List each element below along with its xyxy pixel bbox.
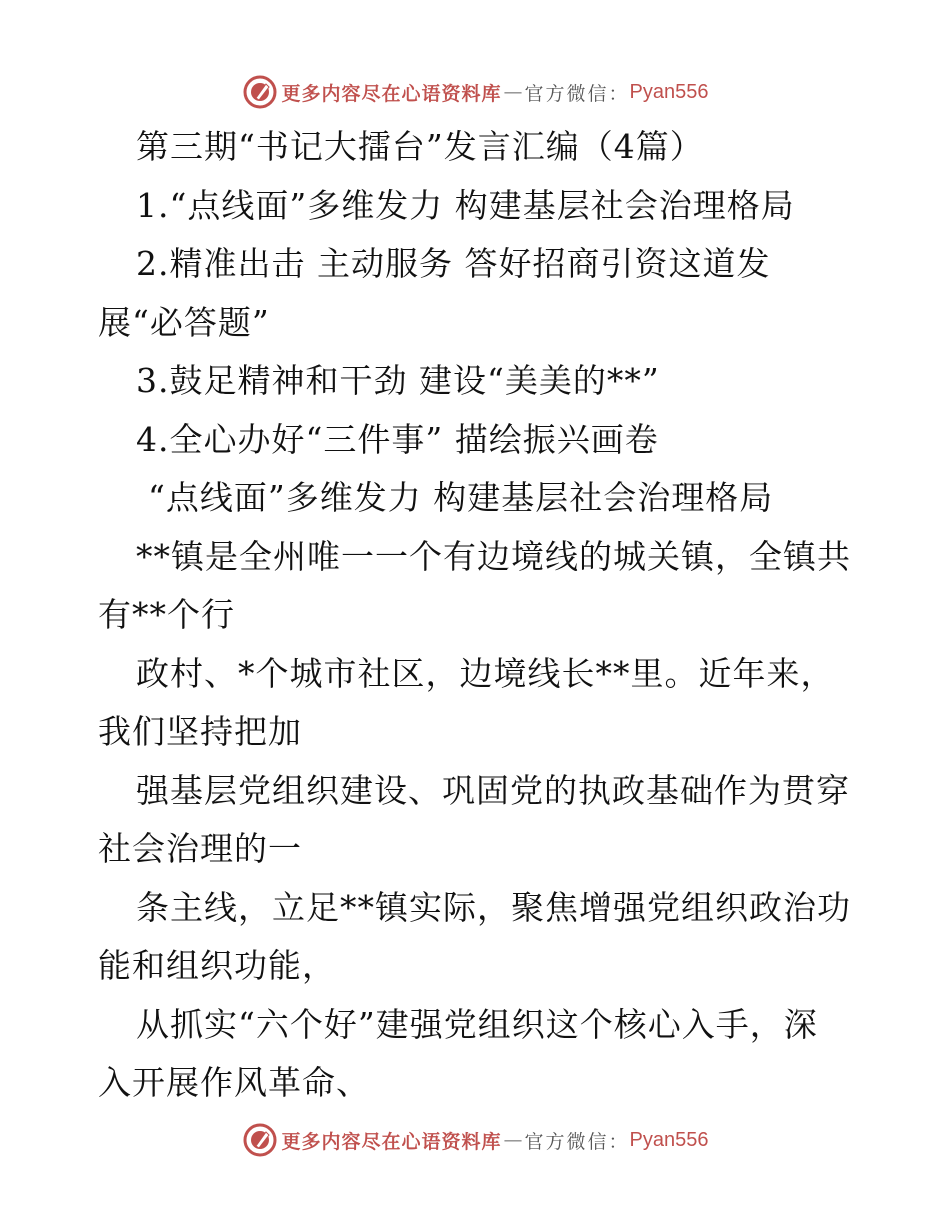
document-title: 第三期“书记大擂台”发言汇编（4篇） bbox=[136, 127, 704, 166]
toc-item-1: 1.“点线面”多维发力 构建基层社会治理格局 bbox=[136, 185, 795, 225]
paragraph-line: 能和组织功能， bbox=[98, 946, 336, 985]
watermark-wechat-id: Pyan556 bbox=[629, 80, 709, 103]
watermark-brand-text: 更多内容尽在心语资料库 bbox=[281, 82, 502, 105]
toc-item-4: 4.全心办好“三件事” 描绘振兴画卷 bbox=[136, 419, 659, 459]
paragraph-line: 我们坚持把加 bbox=[98, 712, 302, 751]
paragraph-line: 条主线，立足**镇实际，聚焦增强党组织政治功 bbox=[136, 887, 851, 927]
paragraph-line: 政村、*个城市社区，边境线长**里。近年来， bbox=[136, 653, 835, 693]
paragraph-line: 入开展作风革命、 bbox=[98, 1063, 370, 1102]
toc-item-2-continued: 展“必答题” bbox=[98, 302, 270, 342]
document-body bbox=[98, 118, 858, 1113]
toc-item-3: 3.鼓足精神和干劲 建设“美美的**” bbox=[136, 361, 660, 400]
watermark-official-label: 官方微信： bbox=[524, 1130, 630, 1153]
paragraph-line: **镇是全州唯一一个有边境线的城关镇，全镇共 bbox=[136, 536, 851, 576]
watermark-brand-text: 更多内容尽在心语资料库 bbox=[281, 1130, 502, 1153]
watermark-dash: — bbox=[503, 1129, 523, 1151]
watermark-wechat-id: Pyan556 bbox=[629, 1128, 709, 1151]
section-heading: “点线面”多维发力 构建基层社会治理格局 bbox=[148, 478, 774, 517]
watermark-dash: — bbox=[503, 81, 523, 103]
toc-item-2: 2.精准出击 主动服务 答好招商引资这道发 bbox=[136, 244, 771, 283]
paragraph-line: 强基层党组织建设、巩固党的执政基础作为贯穿 bbox=[136, 770, 850, 810]
watermark-official-label: 官方微信： bbox=[524, 82, 630, 105]
header-watermark bbox=[0, 72, 950, 112]
pen-logo-icon bbox=[242, 74, 278, 110]
pen-logo-icon bbox=[242, 1122, 278, 1158]
paragraph-line: 社会治理的一 bbox=[98, 829, 302, 868]
paragraph-line: 从抓实“六个好”建强党组织这个核心入手，深 bbox=[136, 1004, 818, 1044]
footer-watermark bbox=[0, 1120, 950, 1160]
paragraph-line: 有**个行 bbox=[98, 595, 235, 634]
